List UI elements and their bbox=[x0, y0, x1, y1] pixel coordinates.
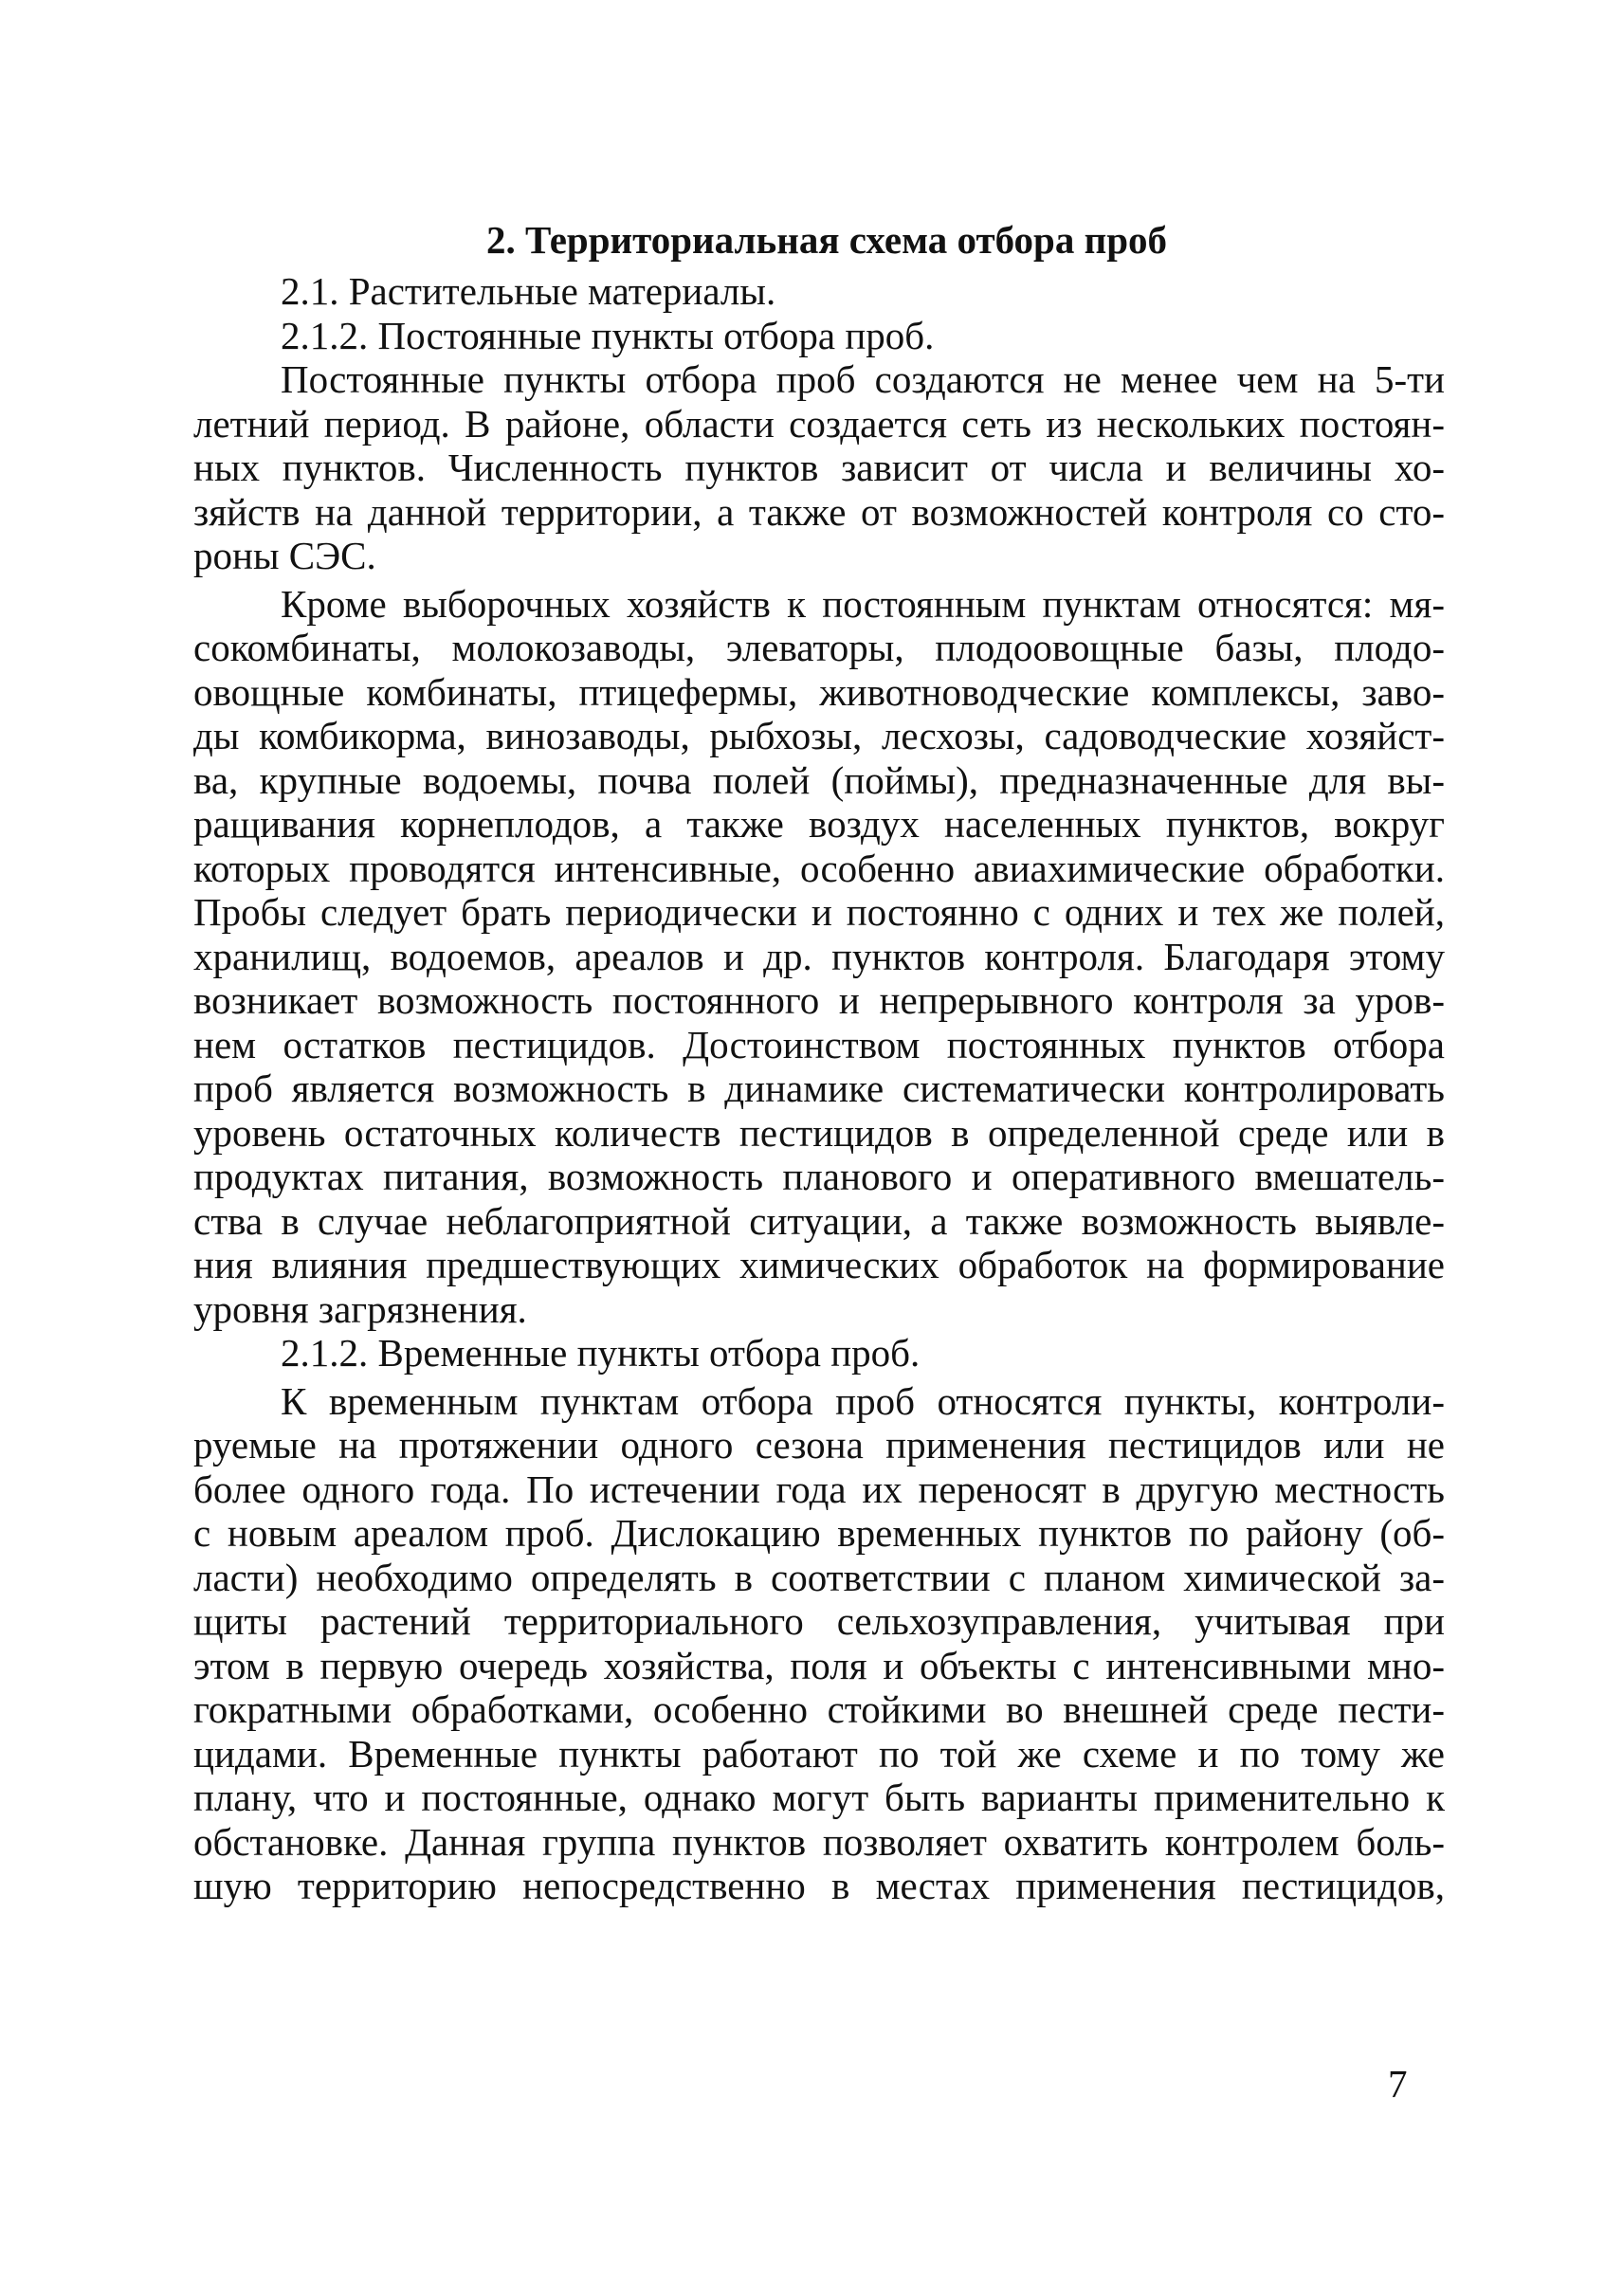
paragraph-line: цидами. Временные пункты работают по той же схеме и по тому же bbox=[193, 1731, 1445, 1776]
paragraph-line: гократными обработками, особенно стойкими во внешней среде пести- bbox=[193, 1687, 1445, 1731]
paragraph-line: ласти) необходимо определять в соответствии с планом химической за- bbox=[193, 1555, 1445, 1599]
paragraph-line: нем остатков пестицидов. Достоинством постоянных пунктов отбора bbox=[193, 1022, 1445, 1066]
paragraph-line: возникает возможность постоянного и непрерывного контроля за уров- bbox=[193, 978, 1445, 1022]
subsection-heading-permanent-points: 2.1.2. Постоянные пункты отбора проб. bbox=[281, 313, 935, 357]
paragraph-line: руемые на протяжении одного сезона применения пестицидов или не bbox=[193, 1423, 1445, 1467]
paragraph-line: этом в первую очередь хозяйства, поля и объекты с интенсивными мно- bbox=[193, 1643, 1445, 1687]
subsection-heading-plant-materials: 2.1. Растительные материалы. bbox=[281, 269, 776, 313]
paragraph-line: ва, крупные водоемы, почва полей (поймы), предназначенные для вы- bbox=[193, 757, 1445, 802]
paragraph-line: ды комбикорма, винозаводы, рыбхозы, лесхозы, садоводческие хозяйст- bbox=[193, 714, 1445, 757]
paragraph-line: с новым ареалом проб. Дислокацию временных пунктов по району (об- bbox=[193, 1511, 1445, 1555]
paragraph-line: сокомбинаты, молокозаводы, элеваторы, плодоовощные базы, плодо- bbox=[193, 626, 1445, 669]
page-number: 7 bbox=[1388, 2062, 1408, 2105]
paragraph-line: ных пунктов. Численность пунктов зависит от числа и величины хо- bbox=[193, 446, 1445, 489]
paragraph-line: ращивания корнеплодов, а также воздух населенных пунктов, вокруг bbox=[193, 802, 1445, 846]
paragraph-temporary-points bbox=[193, 1379, 1445, 1908]
paragraph-line: уровня загрязнения. bbox=[193, 1286, 527, 1331]
paragraph-line: ния влияния предшествующих химических обработок на формирование bbox=[193, 1243, 1445, 1286]
paragraph-permanent-points bbox=[193, 357, 1445, 578]
paragraph-line: летний период. В районе, области создается сеть из нескольких постоян- bbox=[193, 401, 1445, 446]
subsection-heading-temporary-points: 2.1.2. Временные пункты отбора проб. bbox=[281, 1331, 921, 1375]
paragraph-line: Кроме выборочных хозяйств к постоянным пунктам относятся: мя- bbox=[281, 581, 1445, 626]
paragraph-line: которых проводятся интенсивные, особенно авиахимические обработки. bbox=[193, 846, 1445, 890]
paragraph-line: Пробы следует брать периодически и постоянно с одних и тех же полей, bbox=[193, 890, 1445, 934]
paragraph-line: уровень остаточных количеств пестицидов в определенной среде или в bbox=[193, 1110, 1445, 1155]
paragraph-line: роны СЭС. bbox=[193, 534, 376, 577]
paragraph-line: более одного года. По истечении года их переносят в другую местность bbox=[193, 1467, 1445, 1511]
paragraph-line: плану, что и постоянные, однако могут быть варианты применительно к bbox=[193, 1776, 1445, 1819]
paragraph-line: зяйств на данной территории, а также от возможностей контроля со сто- bbox=[193, 489, 1445, 534]
paragraph-line: проб является возможность в динамике систематически контролировать bbox=[193, 1066, 1445, 1110]
paragraph-sampling-sites bbox=[193, 582, 1445, 1332]
paragraph-line: ства в случае неблагоприятной ситуации, а также возможность выявле- bbox=[193, 1198, 1445, 1243]
paragraph-line: продуктах питания, возможность планового и оперативного вмешатель- bbox=[193, 1155, 1445, 1198]
paragraph-line: Постоянные пункты отбора проб создаются не менее чем на 5-ти bbox=[281, 357, 1445, 401]
paragraph-line: шую территорию непосредственно в местах применения пестицидов, bbox=[193, 1864, 1445, 1907]
paragraph-line: обстановке. Данная группа пунктов позволяет охватить контролем боль- bbox=[193, 1819, 1445, 1864]
paragraph-line: К временным пунктам отбора проб относятся пункты, контроли- bbox=[281, 1378, 1445, 1423]
paragraph-line: овощные комбинаты, птицефермы, животноводческие комплексы, заво- bbox=[193, 669, 1445, 714]
paragraph-line: щиты растений территориального сельхозуправления, учитывая при bbox=[193, 1599, 1445, 1643]
paragraph-line: хранилищ, водоемов, ареалов и др. пунктов контроля. Благодаря этому bbox=[193, 934, 1445, 978]
document-body bbox=[193, 210, 1445, 1908]
section-heading: 2. Территориальная схема отбора проб bbox=[485, 218, 1168, 262]
